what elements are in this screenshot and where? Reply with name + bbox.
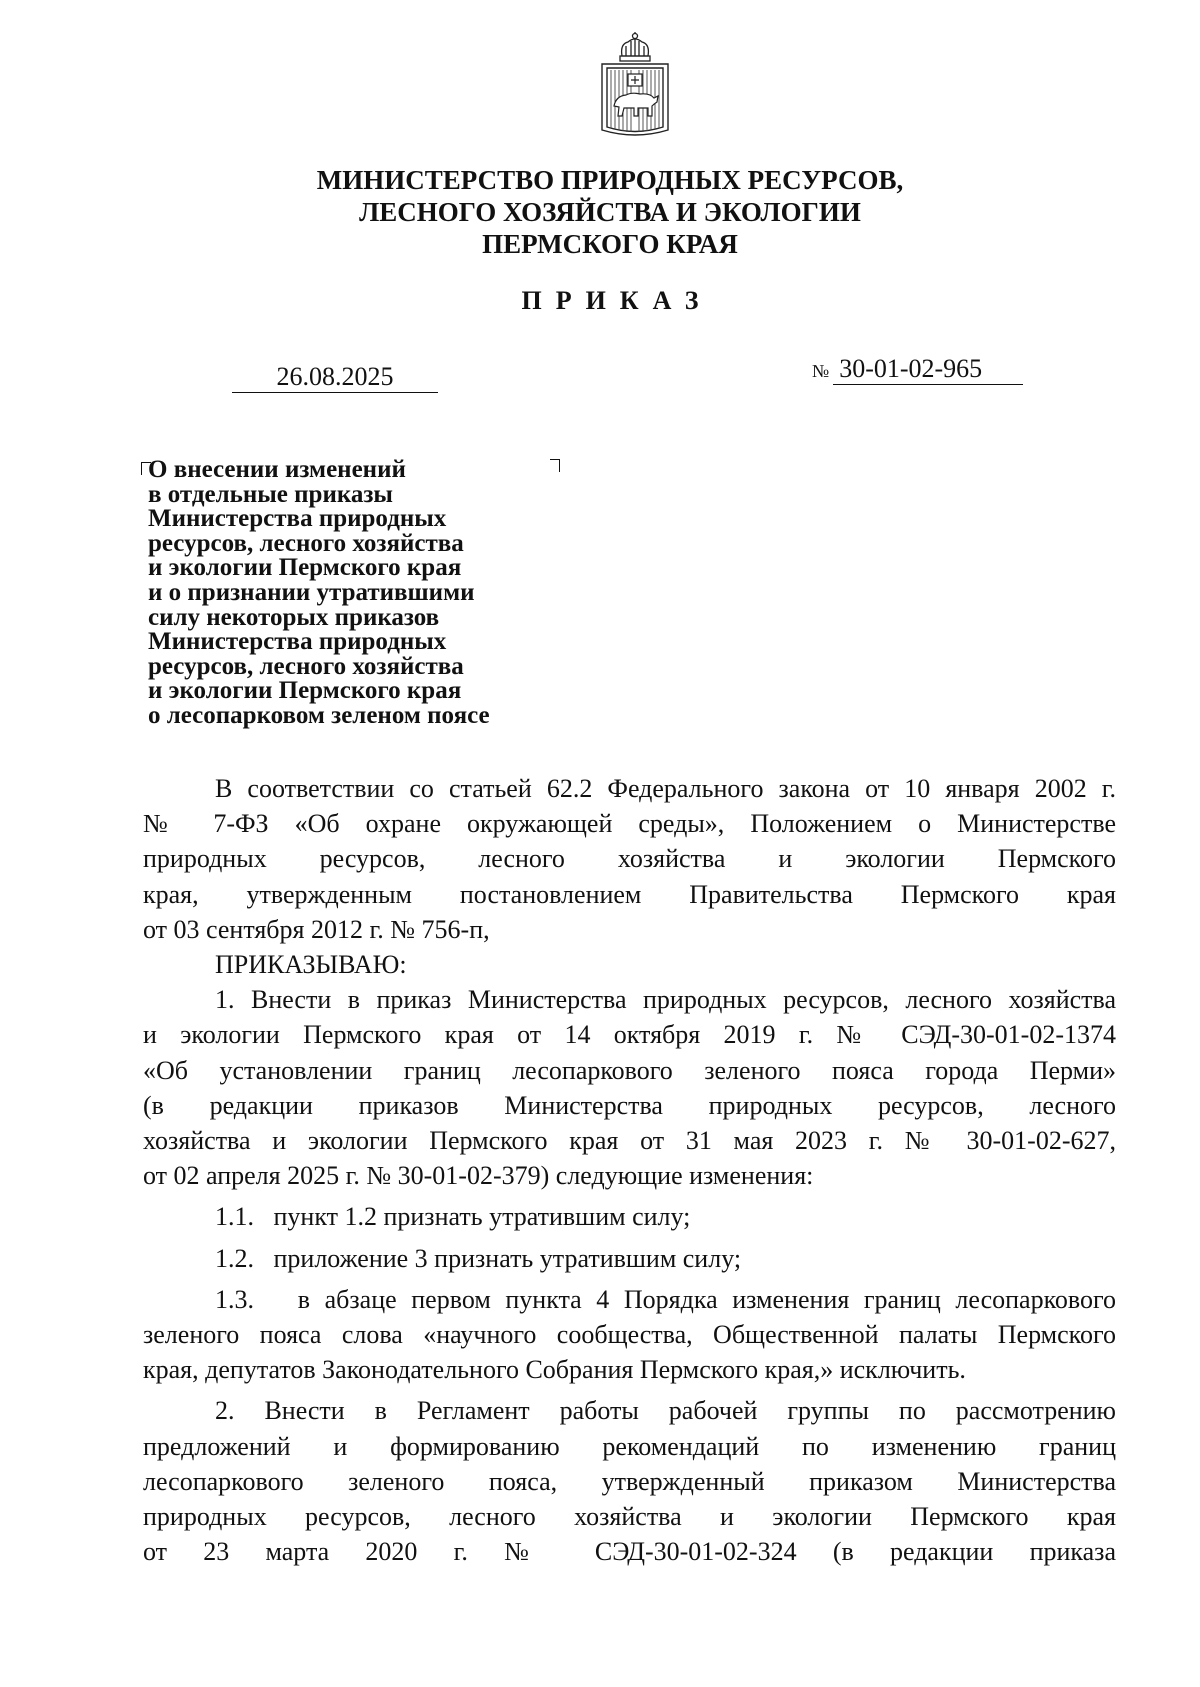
item-2-paragraph [143,1393,1116,1569]
text-line: 1.3. в абзаце первом пункта 4 Порядка изменения границ лесопаркового [215,1284,1116,1314]
text-line: 1.1. пункт 1.2 признать утратившим силу; [215,1202,691,1232]
subject-line: ресурсов, лесного хозяйства [148,652,464,680]
ministry-line-2: ЛЕСНОГО ХОЗЯЙСТВА И ЭКОЛОГИИ [359,197,861,227]
text-line: 1. Внести в приказ Министерства природных ресурсов, лесного хозяйства [215,985,1116,1015]
text-line: 1.2. приложение 3 признать утратившим силу; [215,1243,742,1273]
item-1-3 [143,1282,1116,1388]
document-number-block [812,354,1023,385]
intro-paragraph [143,771,1116,947]
coat-of-arms-emblem [598,32,672,144]
text-line: лесопаркового зеленого пояса, утвержденный приказом Министерства [143,1466,1116,1496]
text-line: от 03 сентября 2012 г. № 756-п, [143,914,490,944]
document-subject [148,458,568,729]
text-line: предложений и формированию рекомендаций по изменению границ [143,1431,1116,1461]
subject-line: и экологии Пермского края [148,677,462,705]
subject-line: Министерства природных [148,505,447,533]
subject-line: и о признании утратившими [148,578,475,606]
text-line: природных ресурсов, лесного хозяйства и экологии Пермского [143,844,1116,874]
document-type-title: ПРИКАЗ [521,286,713,315]
subject-line: Министерства природных [148,628,447,656]
number-sign: № [812,361,830,381]
subject-line: в отдельные приказы [148,480,393,508]
subject-line: О внесении изменений [148,456,406,483]
subject-line: о лесопарковом зеленом поясе [148,701,490,729]
item-1-paragraph [143,982,1116,1193]
subject-line: ресурсов, лесного хозяйства [148,529,464,557]
text-line: зеленого пояса слова «научного сообщества, Общественной палаты Пермского [143,1320,1116,1350]
text-line: № 7-ФЗ «Об охране окружающей среды», Положением о Министерстве [143,809,1116,839]
text-line: края, утвержденным постановлением Правительства Пермского края [143,879,1116,909]
text-line: от 02 апреля 2025 г. № 30-01-02-379) следующие изменения: [143,1161,814,1191]
text-line: природных ресурсов, лесного хозяйства и экологии Пермского края [143,1502,1116,1532]
text-line: и экологии Пермского края от 14 октября 2019 г. № СЭД-30-01-02-1374 [143,1020,1116,1050]
ministry-name [260,164,960,260]
text-line: 2. Внести в Регламент работы рабочей группы по рассмотрению [215,1396,1116,1426]
item-1-2 [143,1241,1116,1276]
text-line: (в редакции приказов Министерства природных ресурсов, лесного [143,1090,1116,1120]
text-line: «Об установлении границ лесопаркового зеленого пояса города Перми» [143,1055,1116,1085]
document-number: 30-01-02-965 [833,354,1023,385]
text-line: хозяйства и экологии Пермского края от 31 мая 2023 г. № 30-01-02-627, [143,1126,1116,1156]
text-line: ПРИКАЗЫВАЮ: [215,950,407,980]
document-body [143,771,1116,1569]
document-date: 26.08.2025 [232,362,438,393]
ministry-line-1: МИНИСТЕРСТВО ПРИРОДНЫХ РЕСУРСОВ, [316,165,904,195]
item-1-1 [143,1199,1116,1234]
subject-line: силу некоторых приказов [148,603,440,631]
text-line: В соответствии со статьей 62.2 Федерального закона от 10 января 2002 г. [215,774,1116,803]
subject-line: и экологии Пермского края [148,554,462,582]
text-line: края, депутатов Законодательного Собрания Пермского края,» исключить. [143,1355,966,1385]
text-line: от 23 марта 2020 г. № СЭД-30-01-02-324 (в редакции приказа [143,1537,1116,1567]
ministry-line-3: ПЕРМСКОГО КРАЯ [482,229,738,259]
decree-word [143,947,1116,982]
